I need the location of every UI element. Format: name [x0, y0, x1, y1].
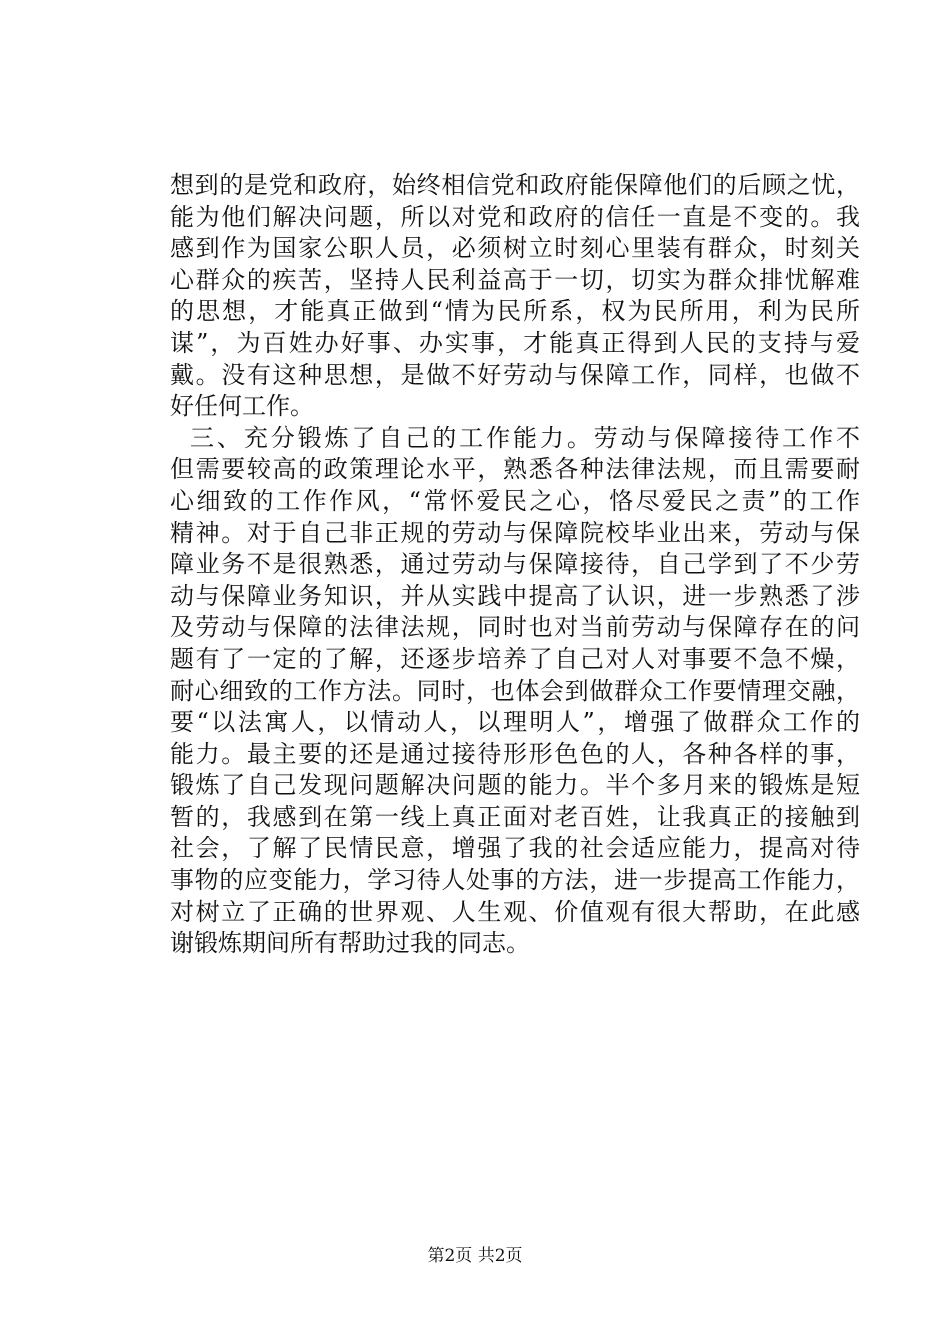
text-line: 能力。最主要的还是通过接待形形色色的人，各种各样的事， — [170, 739, 860, 768]
text-line: 戴。没有这种思想，是做不好劳动与保障工作，同样，也做不 — [170, 360, 860, 389]
text-line: 心群众的疾苦，坚持人民利益高于一切，切实为群众排忧解难 — [170, 265, 860, 294]
text-line: 障业务不是很熟悉，通过劳动与保障接待，自己学到了不少劳 — [170, 550, 860, 579]
text-line: 好任何工作。 — [170, 392, 314, 421]
text-line: 要“以法寓人，以情动人，以理明人”，增强了做群众工作的 — [170, 708, 860, 737]
document-body — [170, 170, 860, 960]
text-line: 想到的是党和政府，始终相信党和政府能保障他们的后顾之忧， — [170, 171, 860, 199]
paragraph-start-line: 三、充分锻炼了自己的工作能力。劳动与保障接待工作不 — [190, 423, 860, 452]
text-line: 能为他们解决问题，所以对党和政府的信任一直是不变的。我 — [170, 202, 860, 231]
text-line: 但需要较高的政策理论水平，熟悉各种法律法规，而且需要耐 — [170, 455, 860, 484]
text-line: 对树立了正确的世界观、人生观、价值观有很大帮助，在此感 — [170, 897, 860, 926]
text-line: 感到作为国家公职人员，必须树立时刻心里装有群众，时刻关 — [170, 234, 860, 263]
text-line: 的思想，才能真正做到“情为民所系，权为民所用，利为民所 — [170, 297, 860, 326]
page-number-footer: 第2页 共2页 — [427, 1246, 523, 1266]
text-line: 题有了一定的了解，还逐步培养了自己对人对事要不急不燥， — [170, 644, 860, 673]
text-line: 动与保障业务知识，并从实践中提高了认识，进一步熟悉了涉 — [170, 581, 860, 610]
text-line: 及劳动与保障的法律法规，同时也对当前劳动与保障存在的问 — [170, 613, 860, 642]
text-line: 谋”，为百姓办好事、办实事，才能真正得到人民的支持与爱 — [170, 328, 860, 357]
text-line: 社会，了解了民情民意，增强了我的社会适应能力，提高对待 — [170, 834, 860, 863]
text-line: 心细致的工作作风，“常怀爱民之心，恪尽爱民之责”的工作 — [170, 486, 860, 515]
text-line: 事物的应变能力，学习待人处事的方法，进一步提高工作能力， — [170, 866, 860, 895]
text-line: 锻炼了自己发现问题解决问题的能力。半个多月来的锻炼是短 — [170, 771, 860, 800]
text-line: 暂的，我感到在第一线上真正面对老百姓，让我真正的接触到 — [170, 802, 860, 831]
text-line: 耐心细致的工作方法。同时，也体会到做群众工作要情理交融， — [170, 676, 860, 705]
text-line: 谢锻炼期间所有帮助过我的同志。 — [170, 929, 530, 958]
text-line: 精神。对于自己非正规的劳动与保障院校毕业出来，劳动与保 — [170, 518, 860, 547]
